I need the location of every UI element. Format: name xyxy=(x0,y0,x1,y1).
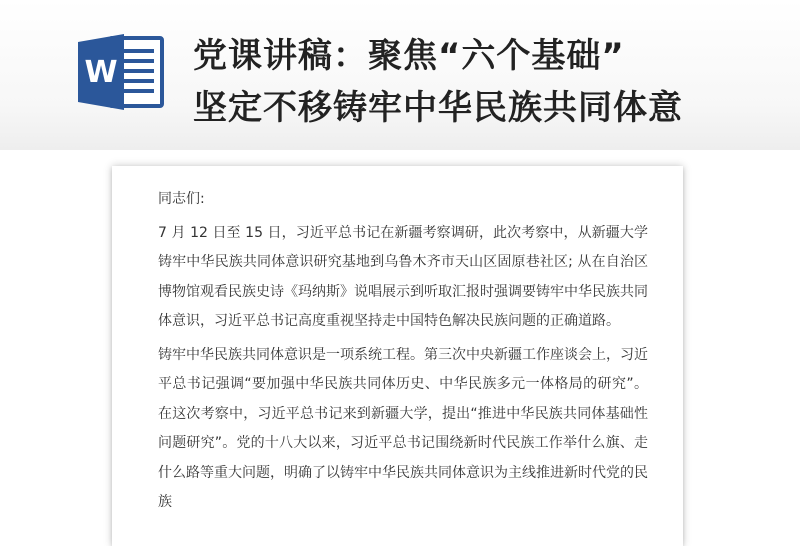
document-body xyxy=(158,185,648,518)
salutation: 同志们: xyxy=(158,191,205,207)
document-page-preview xyxy=(112,166,683,546)
paragraph-1: 7 月 12 日至 15 日，习近平总书记在新疆考察调研，此次考察中，从新疆大学铸牢中华民族共同体意识研究基地到乌鲁木齐市天山区固原巷社区; 从在自治区博物馆观看民族史诗《玛纳斯》说唱展示到听取汇报时强调要铸牢中华民族共同体意识，习近平总书记高度重视坚持走中国特色解决民族问题的正确道路。 xyxy=(158,224,648,329)
page-title xyxy=(193,30,683,134)
word-logo-letter: W xyxy=(84,55,118,90)
header-banner xyxy=(0,0,800,150)
paragraph-2: 铸牢中华民族共同体意识是一项系统工程。第三次中央新疆工作座谈会上，习近平总书记强调“要加强中华民族共同体历史、中华民族多元一体格局的研究”。在这次考察中，习近平总书记来到新疆大学，提出“推进中华民族共同体基础性问题研究”。党的十八大以来，习近平总书记围绕新时代民族工作举什么旗、走什么路等重大问题，明确了以铸牢中华民族共同体意识为主线推进新时代党的民族 xyxy=(158,346,648,510)
title-line-2: 坚定不移铸牢中华民族共同体意 xyxy=(193,88,683,128)
title-line-1: 党课讲稿：聚焦“六个基础” xyxy=(193,36,625,76)
microsoft-word-icon xyxy=(76,32,166,112)
